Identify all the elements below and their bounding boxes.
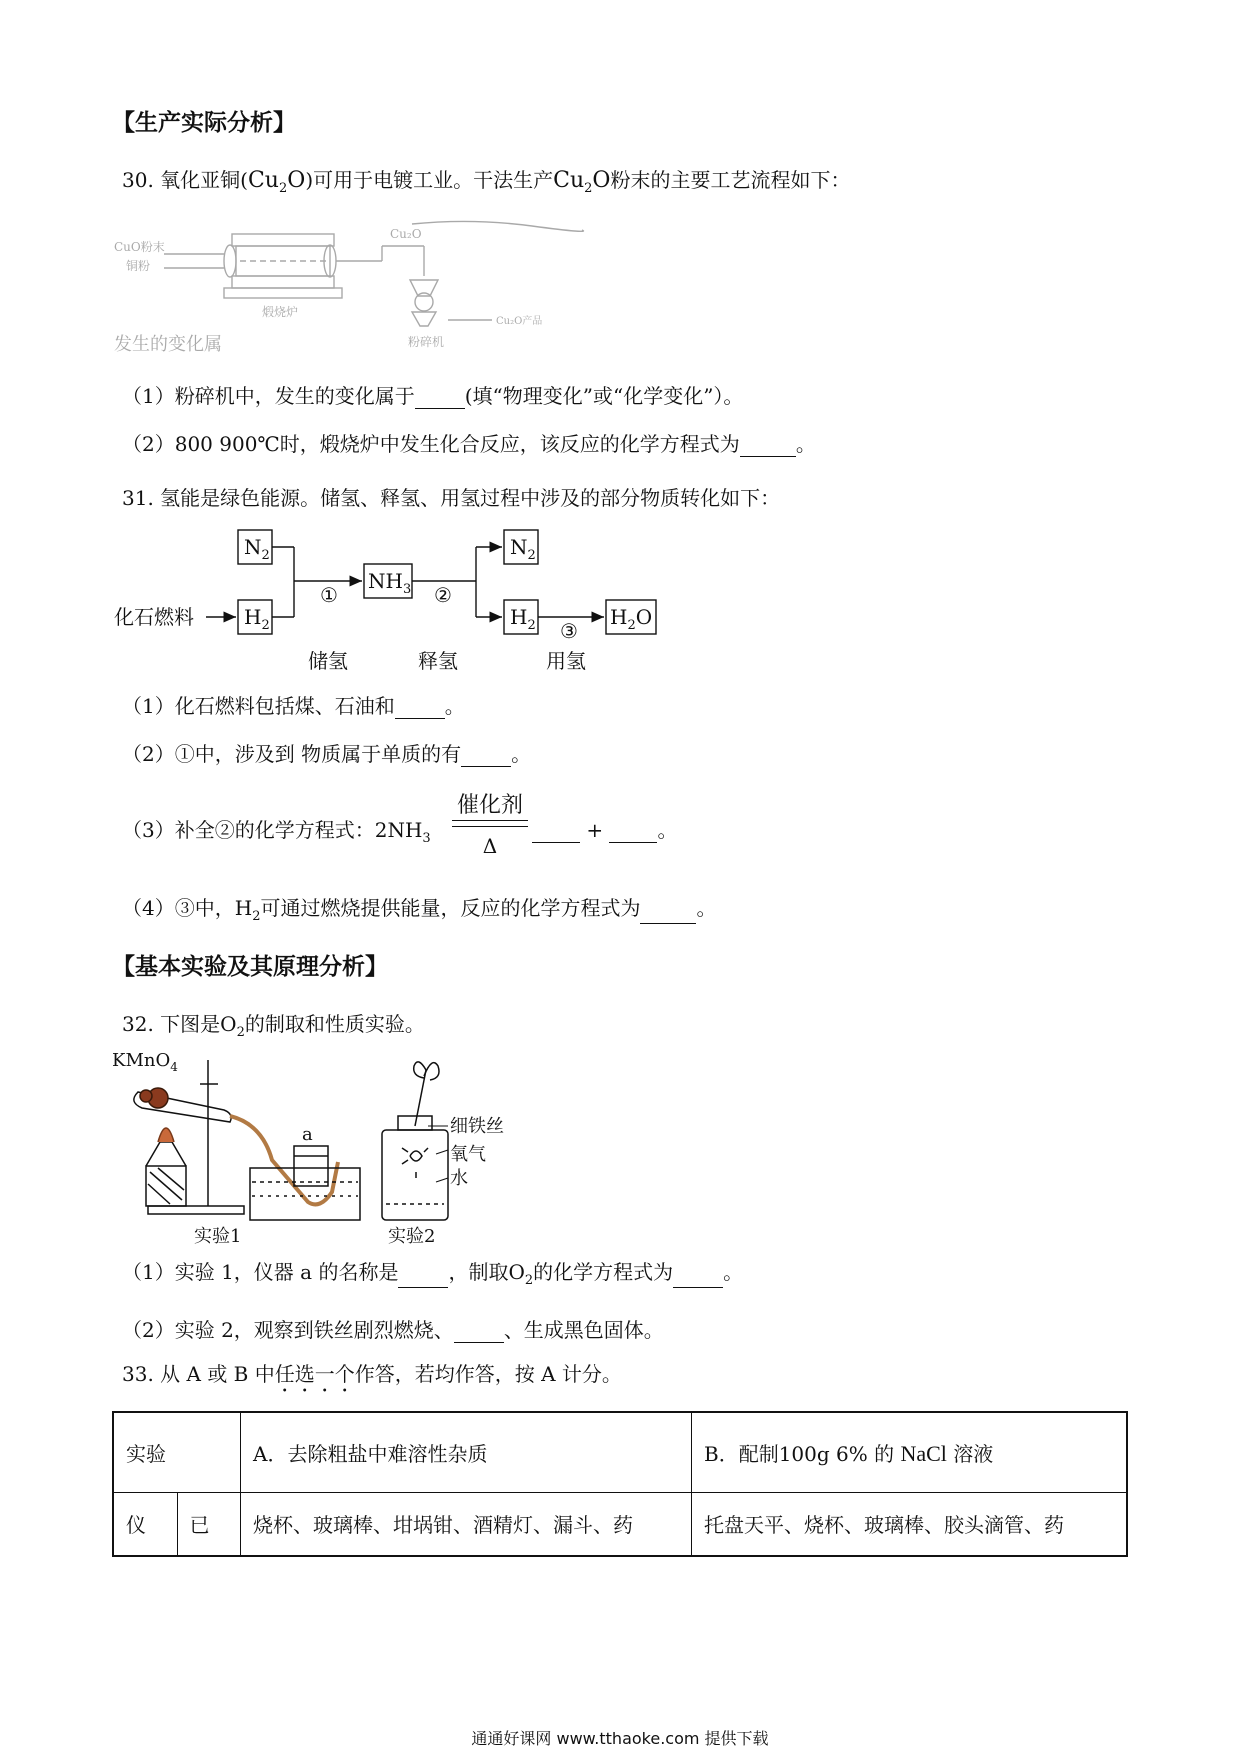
table-header-row xyxy=(113,1412,1127,1492)
table-cell-b-apparatus: 托盘天平、烧杯、玻璃棒、胶头滴管、药 xyxy=(692,1492,1128,1556)
answer-blank[interactable] xyxy=(740,436,796,457)
q31-equation-arrow xyxy=(452,820,528,827)
q31-hydrogen-diagram xyxy=(112,520,672,680)
answer-blank[interactable] xyxy=(454,1322,504,1343)
q31-products: + 。 xyxy=(532,814,677,843)
answer-blank[interactable] xyxy=(398,1267,448,1288)
q33-table xyxy=(112,1411,1128,1557)
q30-stem xyxy=(122,164,850,196)
q31-part1: （1）化石燃料包括煤、石油和 。 xyxy=(122,694,465,718)
label-nh3: $NH_3$ xyxy=(368,569,412,597)
page-footer: 通通好课网 www.tthaoke.com 提供下载 xyxy=(471,1729,769,1748)
label-step2: ② xyxy=(434,583,452,607)
q30-process-figure xyxy=(112,216,592,356)
label-h2-left: $H_2$ xyxy=(244,605,270,633)
table-cell-label-2: 已 xyxy=(177,1492,241,1556)
answer-blank[interactable] xyxy=(415,388,465,409)
label-release: 释氢 xyxy=(418,649,458,673)
formula-o2: $O_2$ xyxy=(508,1260,534,1288)
q31-part3: （3）补全②的化学方程式：$2NH_3$ xyxy=(122,818,431,846)
table-cell-experiment: 实验 xyxy=(113,1412,241,1492)
answer-blank[interactable] xyxy=(609,822,657,843)
q31-stem: 31. 氢能是绿色能源。储氢、释氢、用氢过程中涉及的部分物质转化如下： xyxy=(122,486,781,510)
label-use: 用氢 xyxy=(546,649,586,673)
q30-fig-furnace: 煅烧炉 xyxy=(262,305,299,319)
label-n2-left: $N_2$ xyxy=(244,535,270,563)
q30-stem-mid: )可用于电镀工业。干法生产 xyxy=(305,168,554,192)
formula-o2: $O_2$ xyxy=(220,1012,245,1040)
answer-blank[interactable] xyxy=(532,822,580,843)
q30-fig-caption: 发生的变化属 xyxy=(114,334,222,355)
q33-emphasis: 任选一个 xyxy=(274,1362,355,1386)
q32-part2: （2）实验 2，观察到铁丝剧烈燃烧、 、生成黑色固体。 xyxy=(122,1318,664,1342)
q30-stem-post: 粉末的主要工艺流程如下： xyxy=(610,168,851,192)
label-h2-right: $H_2$ xyxy=(510,605,536,633)
answer-blank[interactable] xyxy=(673,1267,723,1288)
label-h2o: $H_2O$ xyxy=(610,605,653,633)
section-title-basic-experiment: 【基本实验及其原理分析】 xyxy=(112,954,388,980)
q30-formula-2: $Cu_2O$ xyxy=(553,168,611,196)
table-cell-option-b: B．配制100g 6% 的 NaCl 溶液 xyxy=(692,1412,1128,1492)
q30-part1: （1）粉碎机中，发生的变化属于 (填“物理变化”或“化学变化”）。 xyxy=(122,384,744,408)
q31-catalyst-label: 催化剂 xyxy=(456,793,523,818)
q30-fig-output: Cu₂O产品 xyxy=(496,316,543,327)
table-cell-a-apparatus: 烧杯、玻璃棒、坩埚钳、酒精灯、漏斗、药 xyxy=(241,1492,692,1556)
q30-fig-feed1: CuO粉末 xyxy=(114,240,165,254)
table-row xyxy=(113,1492,1127,1556)
table-cell-option-a: A．去除粗盐中难溶性杂质 xyxy=(241,1412,692,1492)
q32-stem: 32. 下图是$O_2$的制取和性质实验。 xyxy=(122,1012,425,1040)
label-experiment-2: 实验2 xyxy=(388,1226,436,1247)
answer-blank[interactable] xyxy=(395,698,445,719)
answer-blank[interactable] xyxy=(461,746,511,767)
q30-part2: （2）800 900℃时，煅烧炉中发生化合反应，该反应的化学方程式为 。 xyxy=(122,432,816,456)
label-oxygen: 氧气 xyxy=(450,1144,486,1165)
formula-h2: $H_2$ xyxy=(234,896,261,924)
q30-fig-feed2: 铜粉 xyxy=(126,259,151,273)
q33-stem: 33. 从 A 或 B 中任选一个作答，若均作答，按 A 计分。 xyxy=(122,1362,622,1386)
q32-experiment-figure xyxy=(112,1050,572,1250)
section-title-production: 【生产实际分析】 xyxy=(112,110,296,136)
label-water: 水 xyxy=(450,1168,468,1189)
label-fossil-fuel: 化石燃料 xyxy=(114,605,194,629)
table-cell-label-1: 仪 xyxy=(113,1492,177,1556)
q30-fig-product: Cu₂O xyxy=(390,227,422,241)
label-kmno4: KMnO$_4$ xyxy=(112,1050,178,1074)
label-n2-right: $N_2$ xyxy=(510,535,536,563)
answer-blank[interactable] xyxy=(640,903,696,924)
q31-heat-label: Δ xyxy=(482,834,498,858)
label-iron-wire: 细铁丝 xyxy=(450,1116,504,1137)
label-apparatus-a: a xyxy=(302,1124,313,1145)
q32-part1: （1）实验 1，仪器 a 的名称是 ，制取$O_2$的化学方程式为 。 xyxy=(122,1260,744,1288)
q30-stem-pre: 30. 氧化亚铜( xyxy=(122,168,248,192)
label-step1: ① xyxy=(320,583,338,607)
q30-fig-crusher: 粉碎机 xyxy=(408,335,445,349)
q30-formula-1: $Cu_2O$ xyxy=(247,168,306,196)
q31-reactant: $2NH_3$ xyxy=(374,818,431,846)
label-experiment-1: 实验1 xyxy=(194,1226,242,1247)
q31-part2: （2）①中，涉及到 物质属于单质的有 。 xyxy=(122,742,532,766)
q31-part4: （4）③中，$H_2$可通过燃烧提供能量，反应的化学方程式为 。 xyxy=(122,896,717,924)
label-step3: ③ xyxy=(560,619,578,643)
label-store: 储氢 xyxy=(308,649,348,673)
